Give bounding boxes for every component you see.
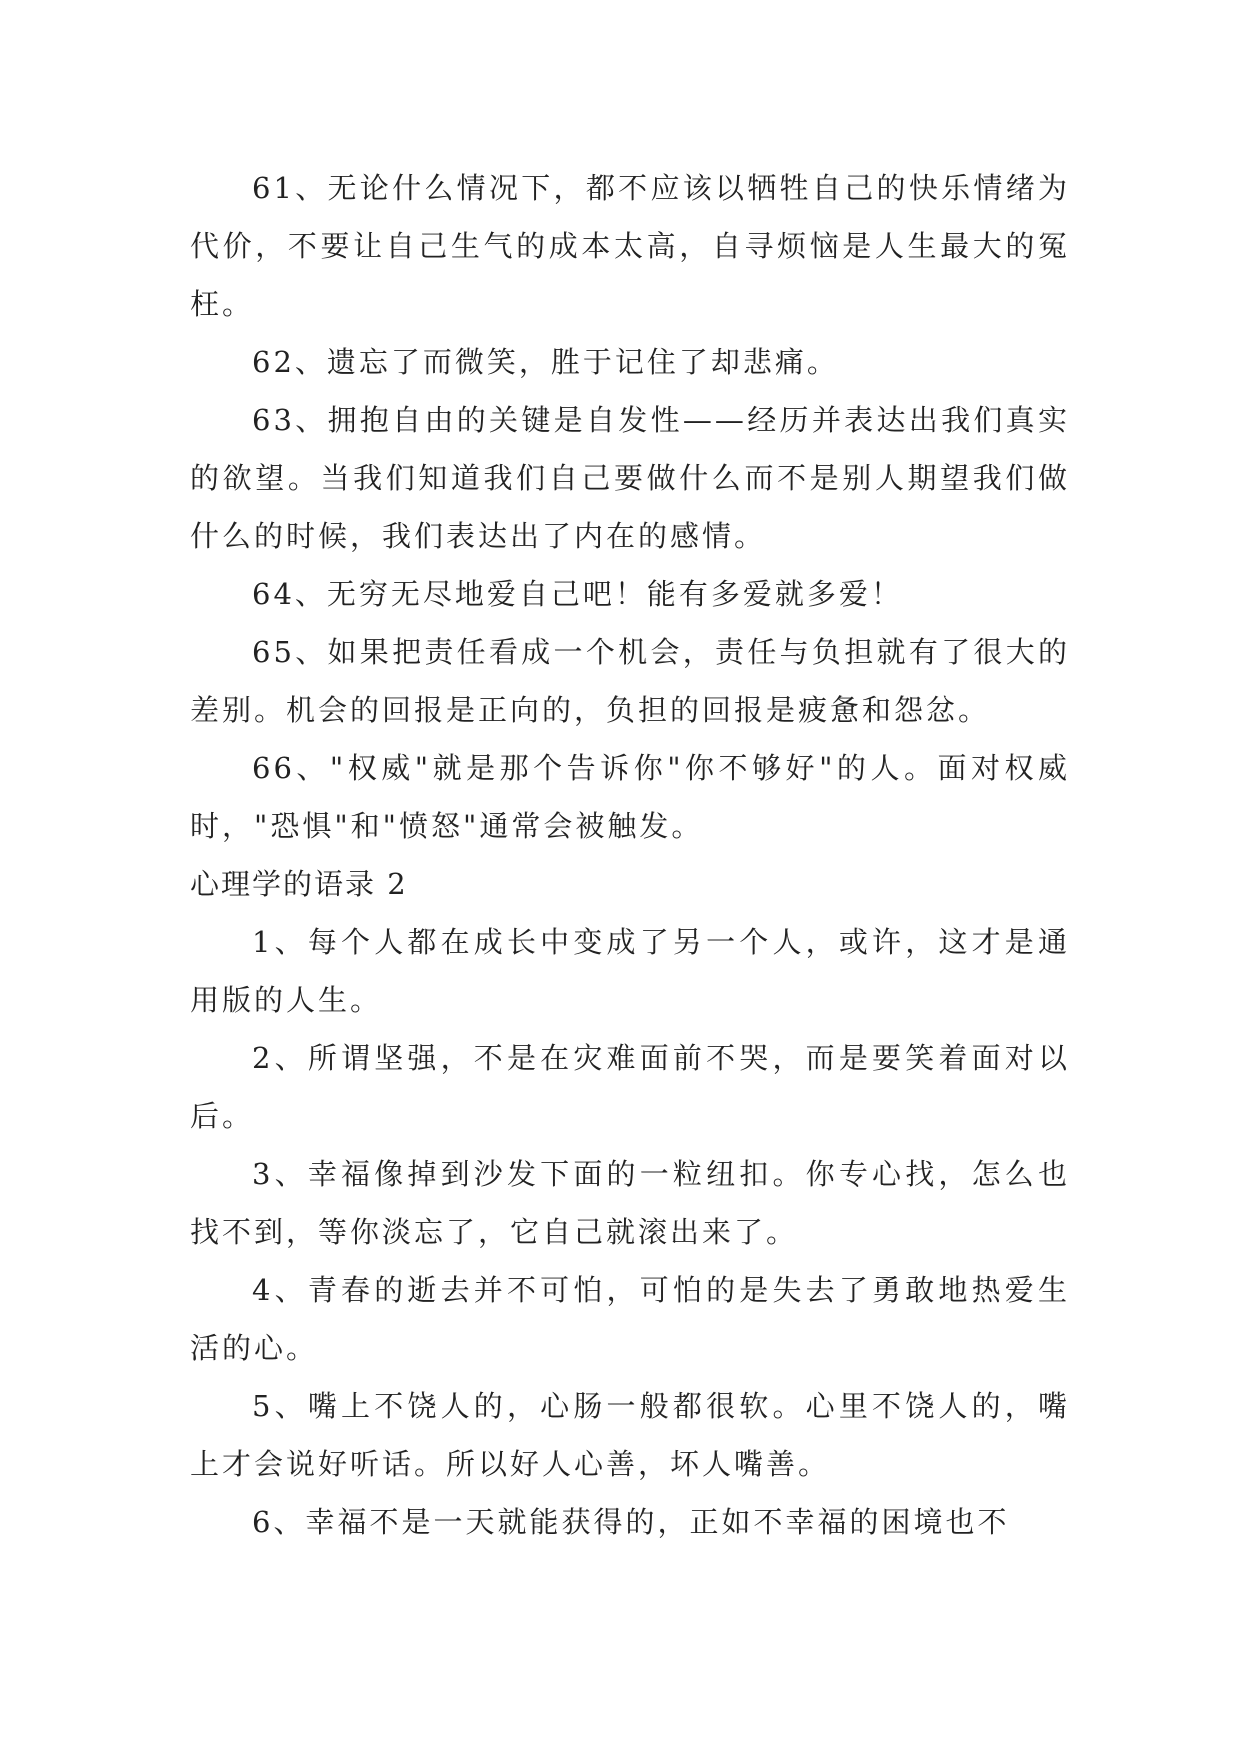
quote-paragraph: 6、幸福不是一天就能获得的，正如不幸福的困境也不: [252, 1505, 1010, 1539]
quote-paragraph: 2、所谓坚强，不是在灾难面前不哭，而是要笑着面对以后。: [190, 1041, 1070, 1133]
quote-paragraph: 61、无论什么情况下，都不应该以牺牲自己的快乐情绪为代价，不要让自己生气的成本太高，自寻烦恼是人生最大的冤枉。: [190, 171, 1070, 321]
quote-paragraph: 1、每个人都在成长中变成了另一个人，或许，这才是通用版的人生。: [190, 925, 1070, 1017]
quote-paragraph: 5、嘴上不饶人的，心肠一般都很软。心里不饶人的，嘴上才会说好听话。所以好人心善，坏人嘴善。: [190, 1389, 1070, 1481]
section-heading: 心理学的语录 2: [190, 867, 408, 901]
document-body: [190, 159, 1070, 1551]
quote-paragraph: 66、"权威"就是那个告诉你"你不够好"的人。面对权威时，"恐惧"和"愤怒"通常会被触发。: [190, 751, 1070, 843]
quote-paragraph: 63、拥抱自由的关键是自发性——经历并表达出我们真实的欲望。当我们知道我们自己要做什么而不是别人期望我们做什么的时候，我们表达出了内在的感情。: [190, 403, 1070, 553]
quote-paragraph: 3、幸福像掉到沙发下面的一粒纽扣。你专心找，怎么也找不到，等你淡忘了，它自己就滚出来了。: [190, 1157, 1070, 1249]
quote-paragraph: 4、青春的逝去并不可怕，可怕的是失去了勇敢地热爱生活的心。: [190, 1273, 1070, 1365]
quote-paragraph: 65、如果把责任看成一个机会，责任与负担就有了很大的差别。机会的回报是正向的，负担的回报是疲惫和怨忿。: [190, 635, 1070, 727]
quote-paragraph: 62、遗忘了而微笑，胜于记住了却悲痛。: [252, 345, 839, 379]
quote-paragraph: 64、无穷无尽地爱自己吧！能有多爱就多爱！: [252, 577, 903, 611]
